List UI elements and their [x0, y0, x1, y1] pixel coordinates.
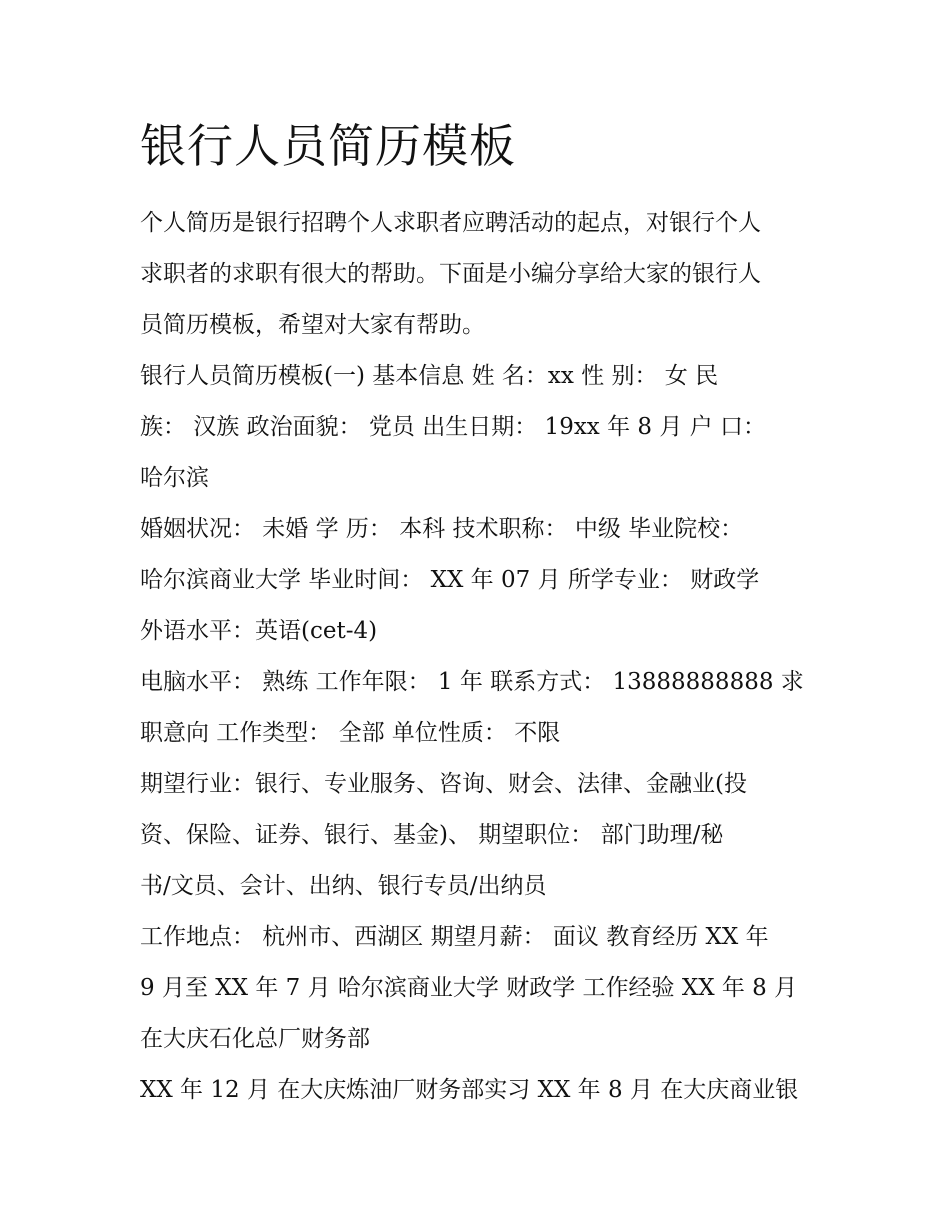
body-line: 书/文员、会计、出纳、银行专员/出纳员 — [140, 873, 547, 899]
document-body — [140, 198, 830, 1116]
body-line: 员简历模板，希望对大家有帮助。 — [140, 312, 485, 338]
body-line: 期望行业：银行、专业服务、咨询、财会、法律、金融业(投 — [140, 771, 747, 797]
body-line: 婚姻状况： 未婚 学 历： 本科 技术职称： 中级 毕业院校： — [140, 516, 744, 542]
body-line: 在大庆石化总厂财务部 — [140, 1026, 370, 1052]
body-line: 资、保险、证券、银行、基金)、 期望职位： 部门助理/秘 — [140, 822, 724, 848]
body-line: 银行人员简历模板(一) 基本信息 姓 名：xx 性 别： 女 民 — [140, 363, 719, 389]
body-line: 哈尔滨 — [140, 465, 209, 491]
body-line: 9 月至 XX 年 7 月 哈尔滨商业大学 财政学 工作经验 XX 年 8 月 — [140, 975, 798, 1001]
body-line: 哈尔滨商业大学 毕业时间： XX 年 07 月 所学专业： 财政学 — [140, 567, 760, 593]
body-line: 求职者的求职有很大的帮助。下面是小编分享给大家的银行人 — [140, 261, 761, 287]
body-line: 职意向 工作类型： 全部 单位性质： 不限 — [140, 720, 561, 746]
body-line: 外语水平：英语(cet-4) — [140, 618, 378, 644]
body-line: 个人简历是银行招聘个人求职者应聘活动的起点，对银行个人 — [140, 210, 761, 236]
body-line: 族： 汉族 政治面貌： 党员 出生日期： 19xx 年 8 月 户 口： — [140, 414, 766, 440]
body-line: XX 年 12 月 在大庆炼油厂财务部实习 XX 年 8 月 在大庆商业银 — [140, 1077, 799, 1103]
document-title: 银行人员简历模板 — [140, 119, 516, 173]
body-line: 电脑水平： 熟练 工作年限： 1 年 联系方式： 13888888888 求 — [140, 669, 804, 695]
body-line: 工作地点： 杭州市、西湖区 期望月薪： 面议 教育经历 XX 年 — [140, 924, 769, 950]
